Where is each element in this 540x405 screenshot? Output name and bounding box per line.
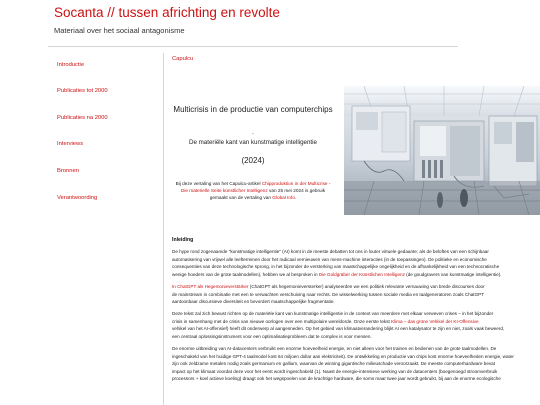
text-span: crisis in samenhang met de crisis van nieuwe oorlogen over een multipolaire wereldorde. Onze eerste tekst	[172, 318, 392, 324]
text-line: processors + koel actieve koeling) draagt ook het wegspoelen van de krachtige hardware, die soms maar twee jaar wordt gebruikt, bij aan de enorme ecologische	[172, 376, 501, 381]
text-span: (de goudgravers van kunstmatige intelligentie).	[404, 271, 502, 277]
text-line: De hype rond zogenaamde "kunstmatige intelligentie" (AI) komt in de meeste debatten tot ons in louter virtuele gedaante; als de beloftes van een schijnbaar	[172, 249, 489, 254]
text-line: consequenties van deze technologische sprong, in het bijzonder de versterking van maatschappelijke ongelijkheid en de afhankelijkheid van een technocratische	[172, 264, 500, 269]
text-line: aantoonbaar discursieve diversiteit en bevordert maatschappelijke fragmentatie.	[172, 299, 335, 304]
cleanroom-machine-image	[344, 86, 540, 215]
text-line: zijn ook zeldzame metalen nodig zoals germanium en gallium, waarvan de winning gigantische milieuschade veroorzaakt. De meeste computerhardware bevat	[172, 361, 496, 366]
header-divider	[48, 46, 458, 47]
site-subtitle: Materiaal over het sociaal antagonisme	[54, 26, 185, 35]
text-line: impact op het klimaat voordat deze voor het eerst wordt ingeschakeld (1). Naast de energie-intensieve werking van de datacenters (boegenoegd stroomverbruik	[172, 368, 498, 374]
chip-factory-photo	[344, 86, 540, 215]
nav-item-publicaties-tot-2000[interactable]: Publicaties tot 2000	[57, 88, 108, 94]
global-info-link[interactable]: Global Info	[272, 195, 295, 201]
text-line	[172, 283, 540, 291]
article-year: (2024)	[241, 156, 265, 165]
nav-item-publicaties-na-2000[interactable]: Publicaties na 2000	[57, 115, 108, 121]
translation-note	[172, 180, 334, 202]
article-title: Multicrisis in de productie van computerchips	[173, 105, 333, 114]
nav-item-interviews[interactable]: Interviews	[57, 141, 84, 147]
text-line: automatisering van vrijwel alle leefterreinen door het radicaal vernieuwen van mens-machine interacties (in de toepassingen). De politieke en economische	[172, 256, 487, 262]
source-article-link[interactable]: Chipproduktion in der Multicrise - Die materielle Seite künstlicher Intelligenz	[180, 181, 331, 194]
chatgpt-hegemonie-link[interactable]: In ChatGPT als Hegemonieverstärker	[172, 284, 249, 289]
paragraph-2	[172, 283, 540, 306]
nav-item-bronnen[interactable]: Bronnen	[57, 168, 79, 174]
text-span: wenige hoeders van de grote taalmodellen), hebben we al besproken in	[172, 271, 319, 277]
section-heading-inleiding: Inleiding	[172, 237, 194, 243]
text-line	[172, 271, 540, 279]
title-dot: .	[252, 130, 254, 136]
article-subtitle: De materiële kant van kunstmatige intelligentie	[189, 139, 317, 146]
text-line: ingeschakeld van het huidige GPT-4 taalmodel kost 64 miljoen dollar aan elektriciteit). De ontwikkeling en productie van chips kost enorme hoeveelheden energie, water	[172, 353, 514, 359]
text-span: (ChatGPT als hegemonieversterker) analyseerden we een politiek relevante vernauwing van brede discoursen door	[248, 284, 485, 289]
nav-item-verantwoording[interactable]: Verantwoording	[57, 195, 98, 201]
text-line: een centraal oplossingsinstrument voor een optimalisatieprobleem dat te complex is voor mensen.	[172, 333, 372, 339]
content-divider	[163, 53, 164, 405]
nav-item-introductie[interactable]: Introductie	[57, 62, 85, 68]
text-line: vehikel van het AI-offensief) heeft dit onderwerp al aangesneden. Op het gebied van klimaatverandering blijkt AI een katalysator te zijn en niet, zoals vaak beweerd,	[172, 326, 505, 331]
text-line: De enorme uitbreiding van AI-datacenters verbruikt een enorme hoeveelheid energie, en niet alleen voor het trainen en bedienen van de grote taalmodellen. De	[172, 346, 497, 351]
paragraph-4	[172, 345, 540, 383]
goldgraeber-link[interactable]: Die Goldgräber der Künstlichen Intelligenz	[318, 271, 405, 277]
text-line: Deze tekst zal zich bewust richten op de materiële kant van kunstmatige intelligentie in de context van meerdere met elkaar verweven crises – in het bijzonder	[172, 311, 494, 316]
caption-text: van 25 mei 2024 is gebruik gemaakt van de vertaling van	[209, 188, 326, 201]
paragraph-1	[172, 248, 540, 278]
site-title[interactable]: Socanta // tussen africhting en revolte	[54, 5, 280, 20]
breadcrumb[interactable]: Capulcu	[172, 56, 194, 62]
caption-text: .	[294, 195, 297, 201]
klima-link[interactable]: Klima – das grüne Vehikel der KI-Offensive	[391, 318, 479, 324]
caption-text: Bij deze vertaling van het Capulcu-artikel	[175, 181, 262, 186]
paragraph-3	[172, 310, 540, 340]
text-line	[172, 318, 540, 326]
text-line: de mainstream in combinatie met een te verwachten verschuiving naar rechts. De wisselwerking tussen sociale media en taalgeneratoren zoals ChatGPT	[172, 291, 485, 297]
